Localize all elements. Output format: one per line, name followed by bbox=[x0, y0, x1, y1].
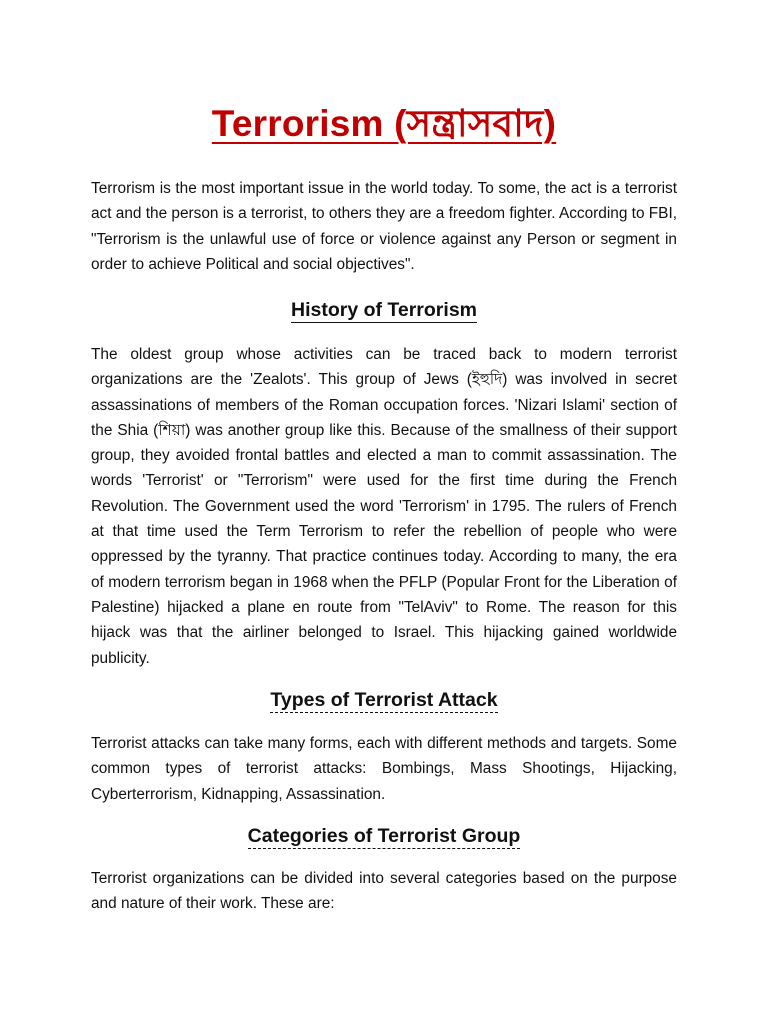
section-heading-categories bbox=[0, 822, 768, 850]
section-heading-history-text: History of Terrorism bbox=[290, 299, 477, 321]
document-title bbox=[0, 98, 768, 150]
categories-paragraph: Terrorist organizations can be divided into several categories based on the purpose and nature of their work. These are: bbox=[91, 870, 677, 913]
document-title-text: Terrorism (সন্ত্রাসবাদ) bbox=[211, 103, 557, 144]
section-heading-history bbox=[0, 296, 768, 324]
intro-paragraph: Terrorism is the most important issue in the world today. To some, the act is a terrorist act and the person is a terrorist, to others they are a freedom fighter. According to FBI, "Terrorism is the unlawful use of force or violence against any Person or segment in order to achieve Political and social objectives". bbox=[91, 180, 678, 273]
types-paragraph: Terrorist attacks can take many forms, each with different methods and targets. Some common types of terrorist attacks: Bombings, Mass Shootings, Hijacking, Cyberterrorism, Kidnapping, Assassination. bbox=[91, 735, 677, 803]
section-heading-types-text: Types of Terrorist Attack bbox=[270, 689, 498, 711]
history-paragraph: The oldest group whose activities can be traced back to modern terrorist organizations are the 'Zealots'. This group of Jews (ইহুদি) was involved in secret assassinations of members of the Roman occupation forces. 'Nizari Islami' section of the Shia (শিয়া) was another group like this. Because of the smallness of their support group, they avoided frontal battles and elected a man to commit assassination. The words 'Terrorist' or "Terrorism" were used for the first time during the French Revolution. The Government used the word 'Terrorism' in 1795. The rulers of French at that time used the Term Terrorism to refer the rebellion of people who were oppressed by the tyranny. That practice continues today. According to many, the era of modern terrorism began in 1968 when the PFLP (Popular Front for the Liberation of Palestine) hijacked a plane en route from "TelAviv" to Rome. The reason for this hijack was that the airliner belonged to Israel. This hijacking gained worldwide publicity. bbox=[91, 346, 677, 667]
section-heading-types bbox=[0, 686, 768, 714]
section-heading-categories-text: Categories of Terrorist Group bbox=[247, 825, 521, 847]
